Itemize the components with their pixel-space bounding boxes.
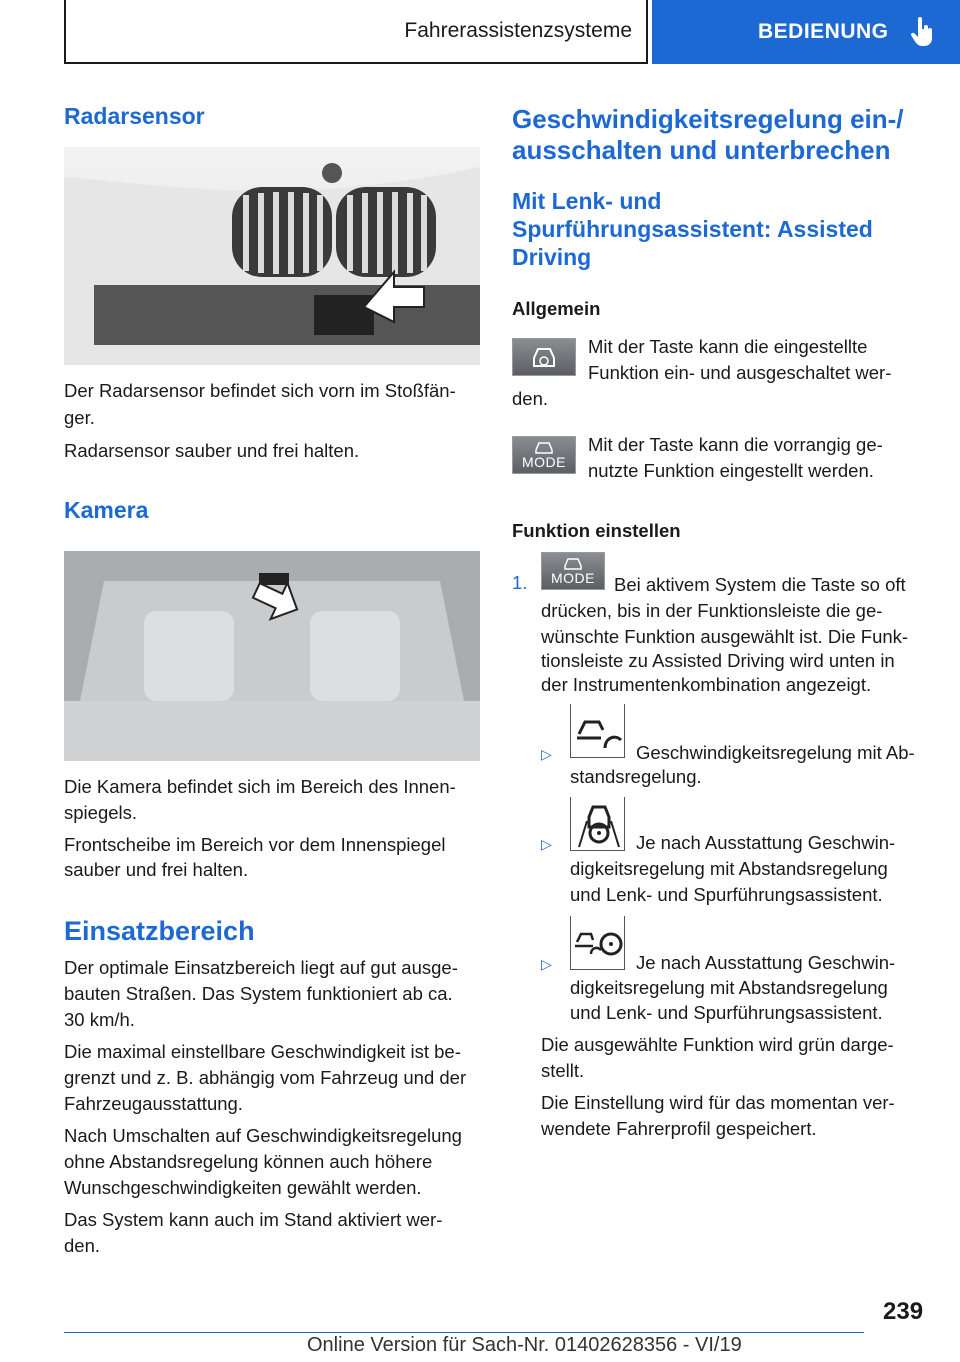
header-chapter-tab — [652, 0, 960, 64]
step-number: 1. — [512, 572, 528, 593]
step-text-5: der Instrumentenkombination angezeigt. — [541, 674, 872, 695]
end-text-1a: Die ausgewählte Funktion wird grün darge‐ — [541, 1034, 894, 1055]
step-text-4: tionsleiste zu Assisted Driving wird unten in — [541, 650, 895, 671]
bullet-3-text-2: digkeitsregelung mit Abstandsregelung — [570, 977, 888, 998]
camera-text-1: Die Kamera befindet sich im Bereich des Innen‐ — [64, 776, 456, 797]
allgemein-text-1c: den. — [512, 388, 549, 409]
einsatz-text-2a: Die maximal einstellbare Geschwindigkeit ist be‐ — [64, 1041, 461, 1062]
einsatz-text-2b: grenzt und z. B. abhängig vom Fahrzeug und der — [64, 1067, 467, 1088]
radar-text-1b: ger. — [64, 407, 95, 428]
header-chapter-title: BEDIENUNG — [758, 20, 889, 43]
bullet-2-text-1: Je nach Ausstattung Geschwin‐ — [636, 832, 896, 853]
sub-heading-l3: Driving — [512, 244, 592, 270]
pointing-hand-icon — [911, 17, 935, 47]
bullet-3: ▷ — [541, 956, 552, 972]
end-text-2b: wendete Fahrerprofil gespeichert. — [541, 1118, 817, 1139]
einsatz-text-2c: Fahrzeugausstattung. — [64, 1093, 243, 1114]
bullet-1-text-1: Geschwindigkeitsregelung mit Ab‐ — [636, 742, 915, 763]
mode-label-step: MODE — [551, 570, 595, 586]
einsatz-text-3c: Wunschgeschwindigkeiten gewählt werden. — [64, 1177, 422, 1198]
assist-button-icon — [512, 338, 576, 376]
footer-divider — [64, 1332, 864, 1333]
mode-button-icon — [512, 436, 576, 474]
end-text-1b: stellt. — [541, 1060, 585, 1081]
allgemein-text-2b: nutzte Funktion eingestellt werden. — [588, 460, 874, 481]
einsatz-text-1c: 30 km/h. — [64, 1009, 135, 1030]
einsatz-text-4b: den. — [64, 1235, 101, 1256]
allgemein-text-1a: Mit der Taste kann die eingestellte — [588, 336, 868, 357]
sub-heading-l2: Spurführungsassistent: Assisted — [512, 216, 873, 242]
bullet-2-text-3: und Lenk- und Spurführungsassistent. — [570, 884, 883, 905]
end-text-2a: Die Einstellung wird für das momentan ver‐ — [541, 1092, 895, 1113]
radar-text-2: Radarsensor sauber und frei halten. — [64, 440, 360, 461]
bullet-2: ▷ — [541, 836, 552, 852]
header-section-tab — [64, 0, 648, 64]
page-number: 239 — [883, 1298, 924, 1325]
bullet-3-text-3: und Lenk- und Spurführungsassistent. — [570, 1002, 883, 1023]
camera-text-2b: sauber und frei halten. — [64, 859, 249, 880]
main-heading-l1: Geschwindigkeitsregelung ein-/ — [512, 104, 904, 134]
step-text-3: wünschte Funktion ausgewählt ist. Die Funk‐ — [541, 626, 909, 647]
camera-heading: Kamera — [64, 497, 149, 523]
einsatz-text-3a: Nach Umschalten auf Geschwindigkeitsregelung — [64, 1125, 462, 1146]
einsatz-text-4a: Das System kann auch im Stand aktiviert wer‐ — [64, 1209, 443, 1230]
einsatz-text-1b: bauten Straßen. Das System funktioniert ab ca. — [64, 983, 453, 1004]
camera-text-2: Frontscheibe im Bereich vor dem Innenspiegel — [64, 834, 446, 855]
camera-image — [64, 551, 480, 761]
step-text-1: Bei aktivem System die Taste so oft — [614, 574, 906, 595]
acc-steering-icon — [570, 916, 625, 970]
radar-text-1: Der Radarsensor befindet sich vorn im Stoßfän‐ — [64, 380, 456, 401]
mode-label: MODE — [522, 454, 566, 470]
sub-heading-l1: Mit Lenk- und — [512, 188, 662, 214]
main-heading-l2: ausschalten und unterbrechen — [512, 135, 891, 165]
radar-heading: Radarsensor — [64, 103, 205, 129]
funktion-heading: Funktion einstellen — [512, 520, 681, 541]
header-section-title: Fahrerassistenzsysteme — [404, 19, 632, 42]
bullet-2-text-2: digkeitsregelung mit Abstandsregelung — [570, 858, 888, 879]
online-version-text: Online Version für Sach-Nr. 01402628356 - VI/19 — [307, 1334, 742, 1356]
step-text-2: drücken, bis in der Funktionsleiste die ge‐ — [541, 600, 883, 621]
mode-button-icon-step — [541, 552, 605, 590]
steering-assist-icon — [570, 797, 625, 851]
einsatz-heading: Einsatzbereich — [64, 916, 255, 946]
bullet-1: ▷ — [541, 746, 552, 762]
allgemein-text-1b: Funktion ein- und ausgeschaltet wer‐ — [588, 362, 892, 383]
bullet-1-text-2: standsregelung. — [570, 766, 702, 787]
radar-sensor-image — [64, 147, 480, 365]
allgemein-text-2a: Mit der Taste kann die vorrangig ge‐ — [588, 434, 883, 455]
einsatz-text-1a: Der optimale Einsatzbereich liegt auf gut ausge‐ — [64, 957, 458, 978]
camera-text-1b: spiegels. — [64, 802, 138, 823]
allgemein-heading: Allgemein — [512, 298, 601, 319]
bullet-3-text-1: Je nach Ausstattung Geschwin‐ — [636, 952, 896, 973]
einsatz-text-3b: ohne Abstandsregelung können auch höhere — [64, 1151, 433, 1172]
acc-distance-icon — [570, 704, 625, 758]
